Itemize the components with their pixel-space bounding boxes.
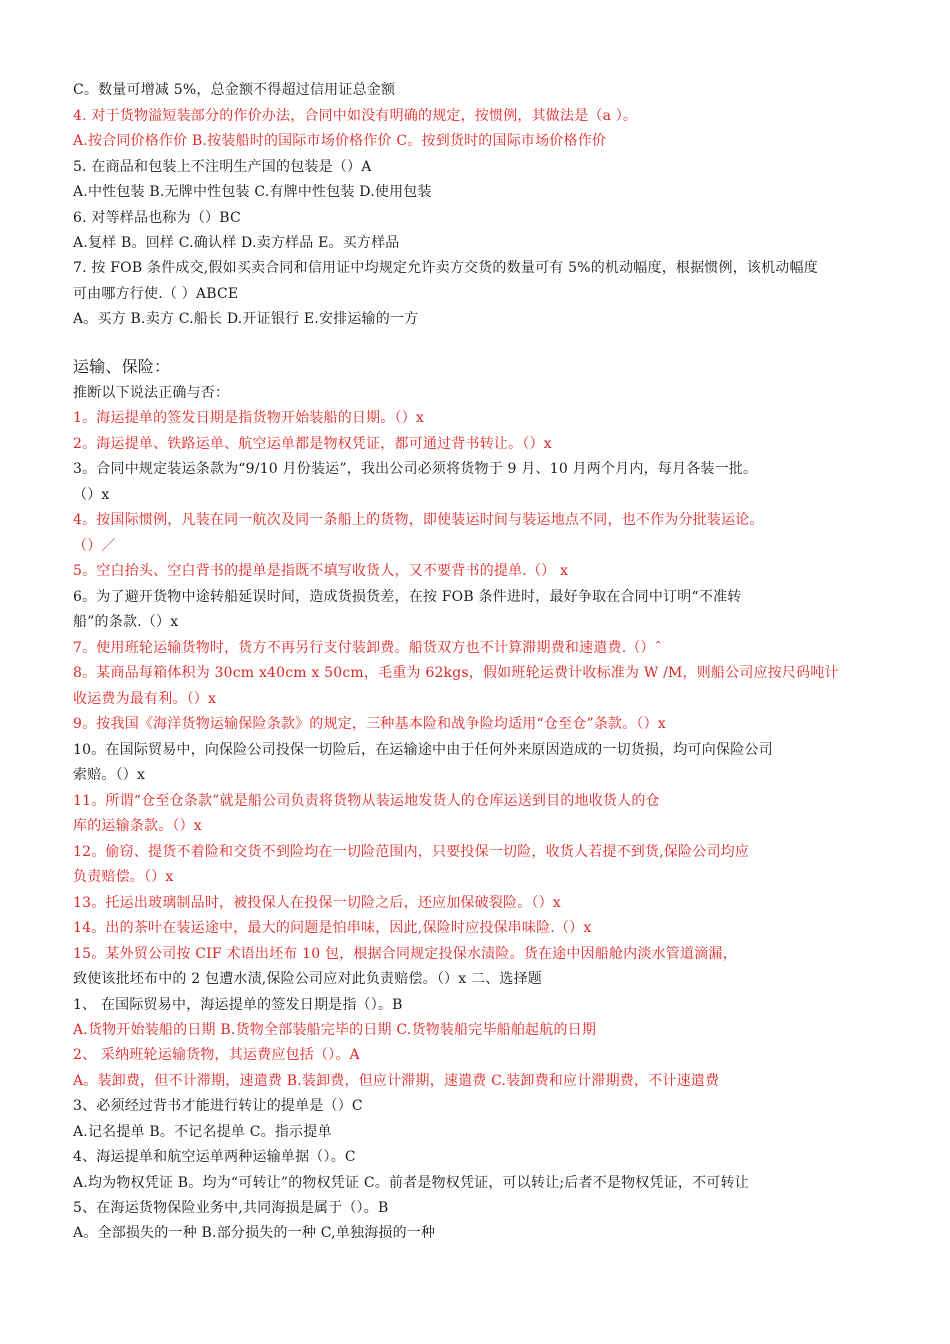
text-line: 5. 在商品和包装上不注明生产国的包装是（）A — [73, 159, 372, 175]
text-line: 10。在国际贸易中，向保险公司投保一切险后，在运输途中由于任何外来原因造成的一切货损，均可向保险公司 — [73, 742, 773, 758]
text-line: 5。空白抬头、空白背书的提单是指既不填写收货人，又不要背书的提单.（） x — [73, 563, 569, 579]
text-line: 6. 对等样品也称为（）BC — [73, 210, 241, 226]
text-line: 7. 按 FOB 条件成交,假如买卖合同和信用证中均规定允许卖方交货的数量可有 5%的机动幅度，根据惯例，该机动幅度 — [73, 260, 818, 276]
text-line: 8。某商品每箱体积为 30cm x40cm x 50cm，毛重为 62kgs，假如班轮运费计收标准为 W /M，则船公司应按尺码吨计 — [73, 665, 839, 681]
text-line: （）／ — [73, 538, 116, 554]
section-heading: 运输、保险： — [73, 357, 171, 376]
text-line: 15。某外贸公司按 CIF 术语出坯布 10 包，根据合同规定投保水渍险。货在途中因船舱内淡水管道滴漏， — [73, 946, 737, 962]
text-line: 2。海运提单、铁路运单、航空运单都是物权凭证，都可通过背书转让。（）x — [73, 436, 552, 452]
text-line: 14。出的茶叶在装运途中，最大的问题是怕串味，因此,保险时应投保串味险.（）x — [73, 920, 592, 936]
text-line: A.货物开始装船的日期 B.货物全部装船完毕的日期 C.货物装船完毕船舶起航的日期 — [73, 1022, 597, 1038]
text-line: A.均为物权凭证 B。均为“可转让”的物权凭证 C。前者是物权凭证，可以转让;后者不是物权凭证，不可转让 — [73, 1175, 749, 1191]
text-line: 可由哪方行使.（ ）ABCE — [73, 286, 239, 302]
text-line: 船”的条款.（）x — [73, 614, 179, 630]
text-line: 1、 在国际贸易中，海运提单的签发日期是指（）。B — [73, 997, 403, 1013]
text-line: 收运费为最有利。（）x — [73, 691, 217, 707]
text-line: 11。所谓“仓至仓条款”就是船公司负责将货物从装运地发货人的仓库运送到目的地收货人的仓 — [73, 793, 660, 809]
text-line: 3、必须经过背书才能进行转让的提单是（）C — [73, 1098, 363, 1114]
text-line: 12。偷窃、提货不着险和交货不到险均在一切险范围内，只要投保一切险，收货人若提不到货,保险公司均应 — [73, 844, 750, 860]
text-line: 7。使用班轮运输货物时，货方不再另行支付装卸费。船货双方也不计算滞期费和速遣费.（）ˆ — [73, 640, 662, 656]
text-line: 推断以下说法正确与否： — [73, 385, 230, 401]
text-line: A.复样 B。回样 C.确认样 D.卖方样品 E。买方样品 — [73, 235, 400, 251]
text-line: 4。按国际惯例，凡装在同一航次及同一条船上的货物，即使装运时间与装运地点不同，也不作为分批装运论。 — [73, 512, 764, 528]
text-line: 6。为了避开货物中途转船延误时间，造成货损货差，在按 FOB 条件进时，最好争取在合同中订明“不准转 — [73, 589, 742, 605]
text-line: 4、海运提单和航空运单两种运输单据（）。C — [73, 1149, 356, 1165]
text-line: 5、在海运货物保险业务中,共同海损是属于（）。B — [73, 1200, 389, 1216]
text-line: 4. 对于货物溢短装部分的作价办法，合同中如没有明确的规定，按惯例，其做法是（a ）。 — [73, 108, 638, 124]
text-line: 2、 采纳班轮运输货物，其运费应包括（）。A — [73, 1047, 360, 1063]
text-line: A。装卸费，但不计滞期，速遣费 B.装卸费，但应计滞期，速遣费 C.装卸费和应计滞期费，不计速遣费 — [73, 1073, 720, 1089]
text-line: 索赔。（）x — [73, 767, 146, 783]
text-line: 1。海运提单的签发日期是指货物开始装船的日期。（）x — [73, 410, 425, 426]
text-line: A.记名提单 B。不记名提单 C。指示提单 — [73, 1124, 332, 1140]
text-line: A。买方 B.卖方 C.船长 D.开证银行 E.安排运输的一方 — [73, 311, 419, 327]
text-line: 3。合同中规定装运条款为“9/10 月份装运”，我出公司必须将货物于 9 月、10 月两个月内，每月各装一批。 — [73, 461, 758, 477]
text-line: A。全部损失的一种 B.部分损失的一种 C,单独海损的一种 — [73, 1225, 436, 1241]
text-line: （）x — [73, 487, 110, 503]
text-line: 库的运输条款。（）x — [73, 818, 202, 834]
text-line: C。数量可增减 5%，总金额不得超过信用证总金额 — [73, 82, 396, 98]
text-line: 致使该批坯布中的 2 包遭水渍,保险公司应对此负责赔偿。（）x 二、选择题 — [73, 971, 543, 987]
text-line: 负责赔偿。（）x — [73, 869, 174, 885]
text-line: 13。托运出玻璃制品时，被投保人在投保一切险之后，还应加保破裂险。（）x — [73, 895, 561, 911]
text-line: 9。按我国《海洋货物运输保险条款》的规定，三种基本险和战争险均适用“仓至仓”条款。（）x — [73, 716, 666, 732]
text-line: A.按合同价格作价 B.按装船时的国际市场价格作价 C。按到货时的国际市场价格作价 — [73, 133, 607, 149]
text-line: A.中性包装 B.无牌中性包装 C.有牌中性包装 D.使用包装 — [73, 184, 432, 200]
